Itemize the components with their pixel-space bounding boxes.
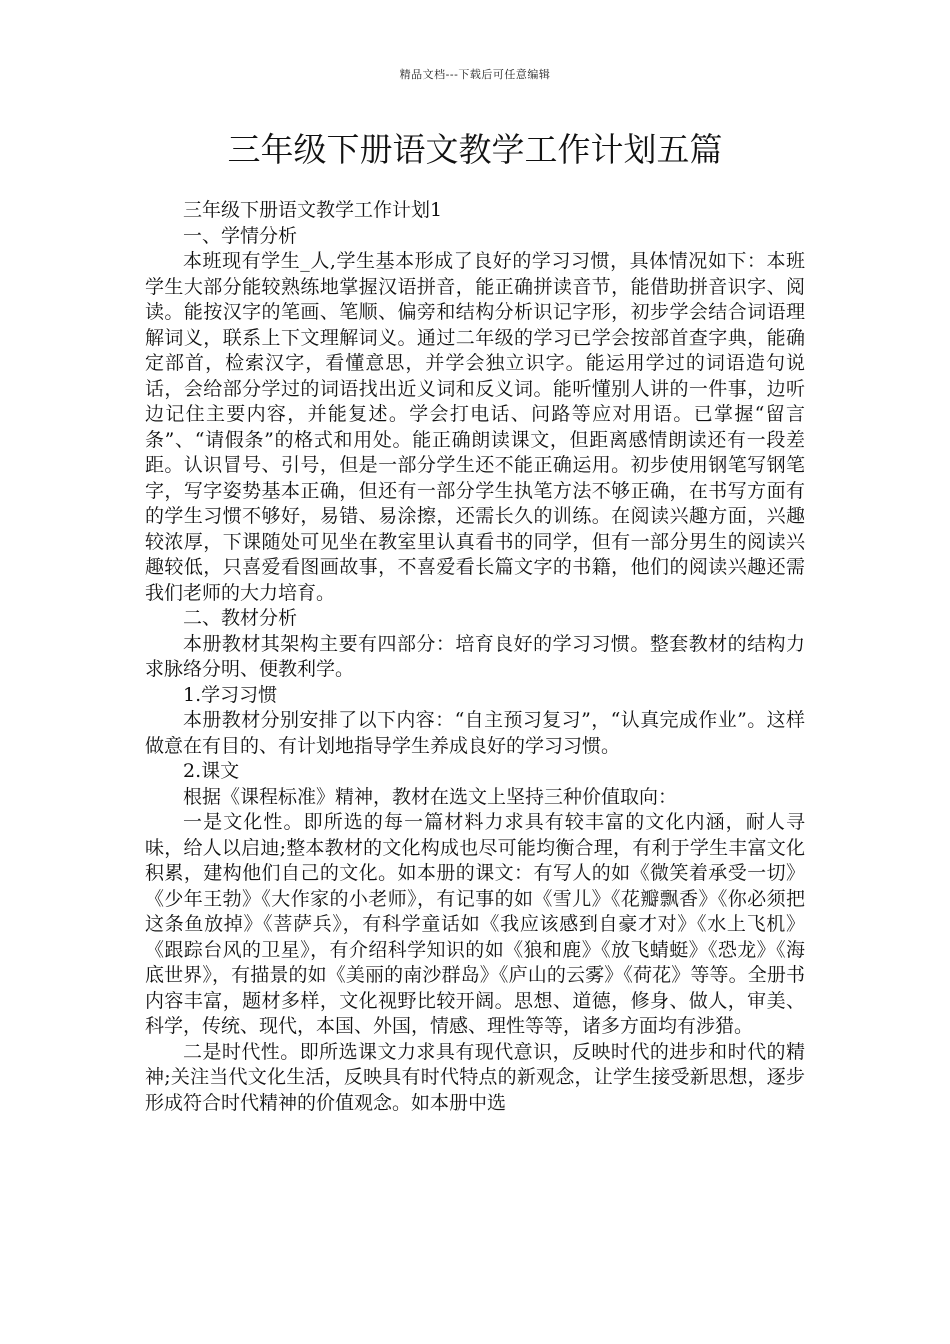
page-header-note: 精品文档---下载后可任意编辑 bbox=[399, 68, 551, 81]
paragraph-value-orientation: 根据《课程标准》精神，教材在选文上坚持三种价值取向： bbox=[183, 785, 678, 808]
paragraph-study-habits: 本册教材分别安排了以下内容：“自主预习复习”，“认真完成作业”。这样做意在有目的、有计划地指导学生养成良好的学习习惯。 bbox=[145, 709, 805, 757]
heading-learning-analysis: 一、学情分析 bbox=[183, 224, 298, 247]
paragraph-learning-analysis: 本班现有学生_人,学生基本形成了良好的学习习惯，具体情况如下：本班学生大部分能较熟练地掌握汉语拼音，能正确拼读音节，能借助拼音识字、阅读。能按汉字的笔画、笔顺、偏旁和结构分析识记字形，初步学会结合词语理解词义，联系上下文理解词义。通过二年级的学习已学会按部首查字典，能确定部首，检索汉字，看懂意思，并学会独立识字。能运用学过的词语造句说话，会给部分学过的词语找出近义词和反义词。能听懂别人讲的一件事，边听边记住主要内容，并能复述。学会打电话、问路等应对用语。已掌握“留言条”、“请假条”的格式和用处。能正确朗读课文，但距离感情朗读还有一段差距。认识冒号、引号，但是一部分学生还不能正确运用。初步使用钢笔写钢笔字，写字姿势基本正确，但还有一部分学生执笔方法不够正确，在书写方面有的学生习惯不够好，易错、易涂擦，还需长久的训练。在阅读兴趣方面，兴趣较浓厚，下课随处可见坐在教室里认真看书的同学，但有一部分男生的阅读兴趣较低，只喜爱看图画故事，不喜爱看长篇文字的书籍，他们的阅读兴趣还需我们老师的大力培育。 bbox=[145, 250, 805, 604]
paragraph-contemporary: 二是时代性。即所选课文力求具有现代意识，反映时代的进步和时代的精神;关注当代文化生活，反映具有时代特点的新观念，让学生接受新思想，逐步形成符合时代精神的价值观念。如本册中选 bbox=[145, 1040, 805, 1114]
heading-study-habits: 1.学习习惯 bbox=[183, 683, 278, 706]
heading-textbook-analysis: 二、教材分析 bbox=[183, 607, 298, 629]
section-subtitle: 三年级下册语文教学工作计划1 bbox=[183, 199, 443, 221]
heading-texts: 2.课文 bbox=[183, 760, 240, 782]
paragraph-cultural: 一是文化性。即所选的每一篇材料力求具有较丰富的文化内涵，耐人寻味，给人以启迪;整本教材的文化构成也尽可能均衡合理，有利于学生丰富文化积累，建构他们自己的文化。如本册的课文：有写人的如《微笑着承受一切》《少年王勃》《大作家的小老师》，有记事的如《雪儿》《花瓣飘香》《你必须把这条鱼放掉》《菩萨兵》，有科学童话如《我应该感到自豪才对》《水上飞机》《跟踪台风的卫星》，有介绍科学知识的如《狼和鹿》《放飞蜻蜓》《恐龙》《海底世界》，有描景的如《美丽的南沙群岛》《庐山的云雾》《荷花》等等。全册书内容丰富，题材多样，文化视野比较开阔。思想、道德，修身、做人，审美、科学，传统、现代，本国、外国，情感、理性等等，诸多方面均有涉猎。 bbox=[145, 811, 805, 1037]
document-title: 三年级下册语文教学工作计划五篇 bbox=[227, 130, 723, 169]
paragraph-textbook-structure: 本册教材其架构主要有四部分：培育良好的学习习惯。整套教材的结构力求脉络分明、便教利学。 bbox=[145, 632, 805, 680]
document-body bbox=[145, 198, 805, 1116]
